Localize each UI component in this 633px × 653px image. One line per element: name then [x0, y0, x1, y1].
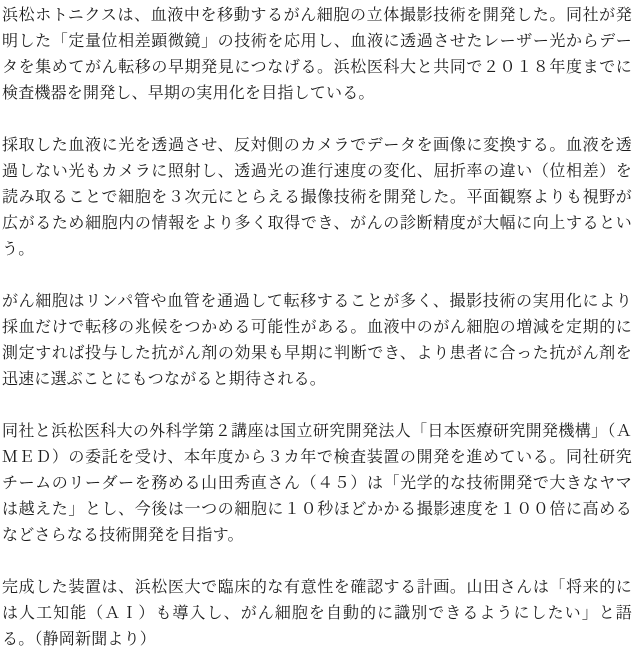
paragraph-3: がん細胞はリンパ管や血管を通過して転移することが多く、撮影技術の実用化により採血だけで転移の兆候をつかめる可能性がある。血液中のがん細胞の増減を定期的に測定すれば投与した抗がん剤の効果も早期に判断でき、より患者に合った抗がん剤を迅速に選ぶことにもつながると期待される。 — [2, 293, 632, 388]
paragraph-1: 浜松ホトニクスは、血液中を移動するがん細胞の立体撮影技術を開発した。同社が発明した「定量位相差顕微鏡」の技術を応用し、血液に透過させたレーザー光からデータを集めてがん転移の早期発見につなげる。浜松医科大と共同で２０１８年度までに検査機器を開発し、早期の実用化を目指している。 — [2, 7, 632, 102]
paragraph-5: 完成した装置は、浜松医大で臨床的な有意性を確認する計画。山田さんは「将来的には人工知能（ＡＩ）も導入し、がん細胞を自動的に識別できるようにしたい」と語る。（静岡新聞より） — [2, 579, 632, 648]
paragraph-2: 採取した血液に光を透過させ、反対側のカメラでデータを画像に変換する。血液を透過しない光もカメラに照射し、透過光の進行速度の変化、屈折率の違い（位相差）を読み取ることで細胞を３次元にとらえる撮像技術を開発した。平面観察よりも視野が広がるため細胞内の情報をより多く取得でき、がんの診断精度が大幅に向上するという。 — [2, 137, 632, 258]
paragraph-4: 同社と浜松医科大の外科学第２講座は国立研究開発法人「日本医療研究開発機構」（ＡＭＥＤ）の委託を受け、本年度から３カ年で検査装置の開発を進めている。同社研究チームのリーダーを務める山田秀直さん（４５）は「光学的な技術開発で大きなヤマは越えた」とし、今後は一つの細胞に１０秒ほどかかる撮影速度を１００倍に高めるなどさらなる技術開発を目指す。 — [2, 423, 632, 544]
